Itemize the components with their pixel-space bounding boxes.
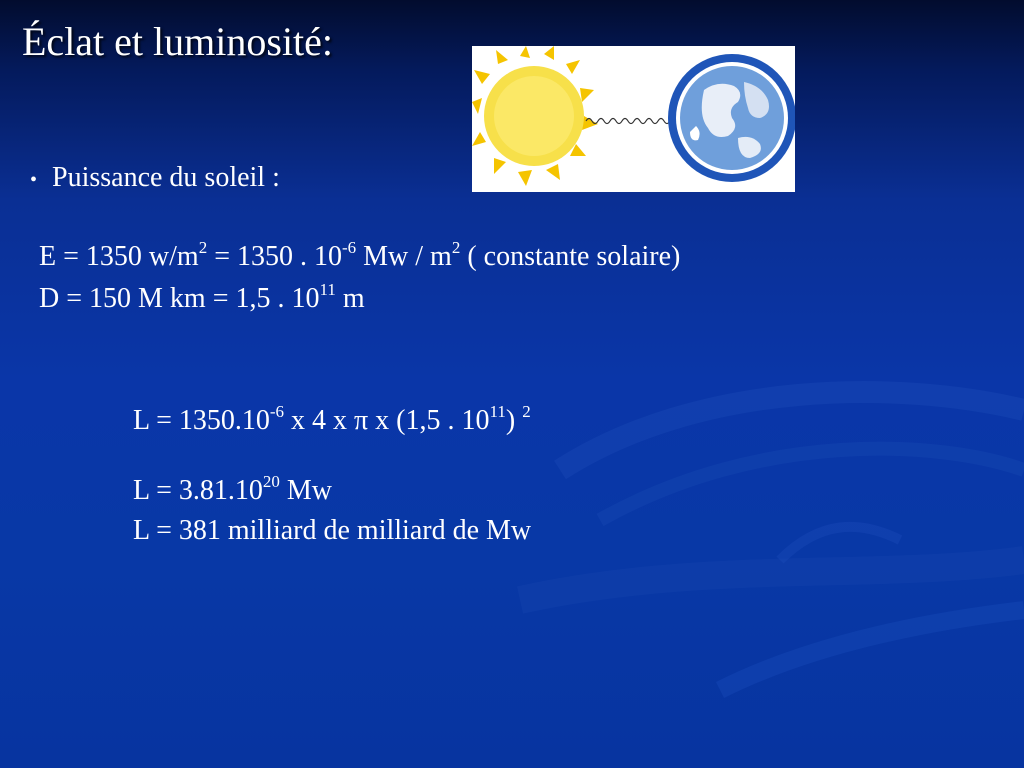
luminosity-in-words: L = 381 milliard de milliard de Mw	[133, 515, 532, 546]
formula-text: L = 1350.10	[133, 405, 270, 436]
earth-icon	[668, 54, 795, 182]
formula-exponent: -6	[341, 237, 357, 257]
formula-exponent: 20	[262, 471, 280, 491]
solar-constant-formula	[39, 237, 681, 274]
formula-exponent: 11	[489, 401, 506, 421]
formula-text: L = 3.81.10	[133, 475, 263, 506]
formula-text: ( constante solaire)	[460, 241, 681, 272]
formula-exponent: 2	[451, 237, 461, 257]
formula-text: D = 150 M km = 1,5 . 10	[39, 283, 320, 314]
formula-exponent: -6	[269, 401, 285, 421]
sun-earth-illustration	[472, 46, 795, 192]
formula-exponent: 2	[522, 401, 531, 421]
formula-exponent: 2	[198, 237, 208, 257]
formula-text: x 4 x π x (1,5 . 10	[284, 405, 490, 436]
bullet-marker: •	[30, 169, 38, 191]
distance-formula	[39, 279, 365, 316]
slide-title: Éclat et luminosité:	[22, 19, 334, 64]
bullet-text: Puissance du soleil :	[52, 162, 280, 193]
formula-text: Mw	[279, 475, 332, 506]
formula-text: E = 1350 w/m	[39, 241, 199, 272]
sun-icon	[472, 46, 598, 186]
luminosity-calculation	[133, 401, 531, 438]
formula-exponent: 11	[319, 279, 336, 299]
bullet-item	[30, 160, 280, 198]
formula-text: )	[505, 405, 523, 436]
formula-text: = 1350 . 10	[207, 241, 342, 272]
formula-text: Mw / m	[356, 241, 452, 272]
formula-text: m	[335, 283, 365, 314]
luminosity-result	[133, 471, 332, 508]
